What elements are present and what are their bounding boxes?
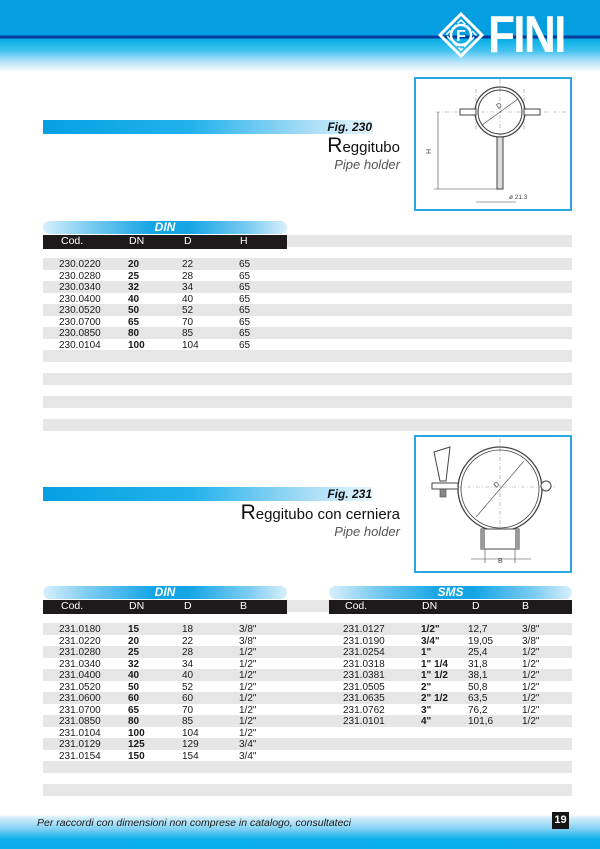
cell-b: 1/2" xyxy=(239,681,257,693)
cell-d: 52 xyxy=(182,305,194,316)
drawing-label-dia: ø 21.3 xyxy=(509,194,528,201)
footer-note: Per raccordi con dimensioni non comprese in catalogo, consultateci xyxy=(37,817,352,829)
fini-logo-mark-icon xyxy=(438,12,484,58)
fig-231-title xyxy=(241,502,400,526)
cell-cod: 231.0700 xyxy=(59,704,101,716)
cell-b: 1/2" xyxy=(239,670,257,681)
col-dn: DN xyxy=(422,600,438,612)
title-initial: R xyxy=(240,501,256,524)
cell-dn: 150 xyxy=(128,750,145,762)
cell-dn: 1/2" xyxy=(421,624,440,635)
cell-dn: 80 xyxy=(128,328,140,339)
col-dn: DN xyxy=(129,235,145,247)
row-stripe xyxy=(43,304,572,316)
cell-dn: 32 xyxy=(128,282,140,293)
cell-cod: 230.0850 xyxy=(59,328,101,339)
cell-d: 25,4 xyxy=(468,647,488,658)
row-stripe xyxy=(43,669,572,681)
cell-b: 3/4" xyxy=(239,739,257,750)
cell-d: 104 xyxy=(182,339,199,351)
cell-cod: 230.0220 xyxy=(59,259,101,270)
table-sms-231-title: SMS xyxy=(329,586,572,599)
cell-dn: 50 xyxy=(128,305,140,316)
cell-b: 1/2" xyxy=(522,693,540,704)
col-cod: Cod. xyxy=(61,600,84,612)
cell-d: 31,8 xyxy=(468,658,488,670)
table-din-230-header xyxy=(43,235,287,249)
cell-dn: 1" xyxy=(421,647,432,658)
cell-b: 3/4" xyxy=(239,750,257,762)
fig-230-bar xyxy=(43,120,373,134)
row-stripe xyxy=(43,692,572,704)
cell-d: 19,05 xyxy=(468,635,494,647)
cell-dn: 80 xyxy=(128,716,140,727)
cell-dn: 60 xyxy=(128,693,140,704)
cell-dn: 1" 1/4 xyxy=(421,658,448,670)
cell-d: 52 xyxy=(182,681,194,693)
cell-b: 1/2" xyxy=(522,716,540,727)
col-d: D xyxy=(184,600,192,612)
fig-231-label: Fig. 231 xyxy=(327,487,372,501)
logo-letter: F xyxy=(456,28,466,45)
cell-d: 76,2 xyxy=(468,704,488,716)
cell-cod: 231.0635 xyxy=(343,693,385,704)
row-stripe xyxy=(43,738,572,750)
row-stripe xyxy=(43,623,572,635)
cell-dn: 100 xyxy=(128,339,145,351)
cell-d: 50,8 xyxy=(468,681,488,693)
cell-dn: 3/4" xyxy=(421,635,440,647)
cell-d: 22 xyxy=(182,259,194,270)
cell-cod: 231.0381 xyxy=(343,670,385,681)
cell-d: 85 xyxy=(182,716,194,727)
cell-b: 1/2" xyxy=(522,681,540,693)
cell-dn: 25 xyxy=(128,647,140,658)
cell-dn: 20 xyxy=(128,635,140,647)
cell-cod: 231.0101 xyxy=(343,716,385,727)
cell-cod: 231.0127 xyxy=(343,624,385,635)
cell-dn: 25 xyxy=(128,270,140,282)
cell-h: 65 xyxy=(239,339,251,351)
cell-h: 65 xyxy=(239,259,251,270)
drawing-label-d: D xyxy=(492,480,502,490)
cell-h: 65 xyxy=(239,293,251,305)
cell-d: 28 xyxy=(182,647,194,658)
cell-cod: 230.0280 xyxy=(59,270,101,282)
table-din-231-header xyxy=(43,600,287,614)
col-h: H xyxy=(240,235,248,247)
drawing-label-d: D xyxy=(495,102,504,111)
col-cod: Cod. xyxy=(345,600,368,612)
cell-dn: 2" xyxy=(421,681,432,693)
cell-b: 3/8" xyxy=(239,624,257,635)
fig-230-subtitle: Pipe holder xyxy=(334,157,400,172)
drawing-label-b: B xyxy=(498,558,503,565)
cell-dn: 125 xyxy=(128,739,145,750)
cell-d: 18 xyxy=(182,624,194,635)
row-stripe xyxy=(43,350,572,362)
cell-h: 65 xyxy=(239,305,251,316)
col-dn: DN xyxy=(129,600,145,612)
row-stripe xyxy=(43,258,572,270)
cell-cod: 231.0104 xyxy=(59,727,101,739)
cell-cod: 231.0190 xyxy=(343,635,385,647)
cell-d: 60 xyxy=(182,693,194,704)
drawing-label-h: H xyxy=(426,148,433,154)
cell-b: 1/2" xyxy=(522,658,540,670)
cell-d: 101,6 xyxy=(468,716,494,727)
col-d: D xyxy=(472,600,480,612)
cell-dn: 20 xyxy=(128,259,140,270)
cell-cod: 231.0154 xyxy=(59,750,101,762)
cell-d: 129 xyxy=(182,739,199,750)
table-din-231-title: DIN xyxy=(43,586,287,599)
cell-b: 1/2" xyxy=(522,670,540,681)
cell-b: 3/8" xyxy=(522,624,540,635)
fig-230-drawing xyxy=(414,77,572,211)
cell-dn: 50 xyxy=(128,681,140,693)
cell-b: 1/2" xyxy=(239,658,257,670)
cell-dn: 40 xyxy=(128,670,140,681)
col-b: B xyxy=(240,600,248,612)
cell-b: 1/2" xyxy=(239,693,257,704)
row-stripe xyxy=(43,281,572,293)
cell-b: 1/2" xyxy=(239,727,257,739)
cell-d: 104 xyxy=(182,727,199,739)
title-rest: eggitubo xyxy=(342,139,400,156)
cell-dn: 3" xyxy=(421,704,432,716)
pipe-holder-drawing-icon xyxy=(416,79,570,209)
cell-d: 70 xyxy=(182,316,194,328)
cell-d: 70 xyxy=(182,704,194,716)
col-cod: Cod. xyxy=(61,235,84,247)
logo-wordmark: FINI xyxy=(488,6,565,64)
cell-cod: 231.0220 xyxy=(59,635,101,647)
cell-cod: 231.0520 xyxy=(59,681,101,693)
cell-b: 1/2" xyxy=(522,647,540,658)
row-stripe xyxy=(43,327,572,339)
row-stripe xyxy=(43,396,572,408)
cell-dn: 4" xyxy=(421,716,432,727)
cell-dn: 65 xyxy=(128,316,140,328)
cell-d: 34 xyxy=(182,658,194,670)
page-number: 19 xyxy=(552,812,569,829)
cell-cod: 230.0700 xyxy=(59,316,101,328)
cell-cod: 231.0762 xyxy=(343,704,385,716)
cell-d: 40 xyxy=(182,293,194,305)
cell-cod: 231.0129 xyxy=(59,739,101,750)
table-sms-231-header xyxy=(329,600,572,614)
fig-231-bar xyxy=(43,487,373,501)
cell-cod: 230.0520 xyxy=(59,305,101,316)
fig-231-subtitle: Pipe holder xyxy=(334,524,400,539)
cell-d: 34 xyxy=(182,282,194,293)
cell-h: 65 xyxy=(239,328,251,339)
cell-b: 3/8" xyxy=(239,635,257,647)
cell-dn: 15 xyxy=(128,624,140,635)
title-initial: R xyxy=(327,134,343,157)
col-b: B xyxy=(522,600,530,612)
cell-cod: 231.0850 xyxy=(59,716,101,727)
cell-dn: 1" 1/2 xyxy=(421,670,448,681)
fini-logo xyxy=(438,6,578,64)
fig-230-label: Fig. 230 xyxy=(327,120,372,134)
cell-d: 38,1 xyxy=(468,670,488,681)
cell-dn: 40 xyxy=(128,293,140,305)
cell-cod: 231.0180 xyxy=(59,624,101,635)
row-stripe xyxy=(43,373,572,385)
cell-cod: 231.0340 xyxy=(59,658,101,670)
cell-d: 28 xyxy=(182,270,194,282)
cell-dn: 2" 1/2 xyxy=(421,693,448,704)
cell-d: 40 xyxy=(182,670,194,681)
table-din-230-title: DIN xyxy=(43,221,287,234)
cell-dn: 100 xyxy=(128,727,145,739)
cell-b: 1/2" xyxy=(239,704,257,716)
cell-d: 85 xyxy=(182,328,194,339)
cell-d: 154 xyxy=(182,750,199,762)
hinged-pipe-holder-drawing-icon xyxy=(416,437,570,571)
cell-cod: 231.0318 xyxy=(343,658,385,670)
cell-h: 65 xyxy=(239,270,251,282)
cell-b: 1/2" xyxy=(239,716,257,727)
cell-cod: 231.0505 xyxy=(343,681,385,693)
fig-231-drawing xyxy=(414,435,572,573)
row-stripe xyxy=(43,419,572,431)
cell-h: 65 xyxy=(239,282,251,293)
cell-cod: 231.0400 xyxy=(59,670,101,681)
row-stripe xyxy=(43,646,572,658)
cell-cod: 231.0254 xyxy=(343,647,385,658)
cell-cod: 230.0340 xyxy=(59,282,101,293)
cell-b: 3/8" xyxy=(522,635,540,647)
cell-d: 12,7 xyxy=(468,624,488,635)
cell-d: 63,5 xyxy=(468,693,488,704)
row-stripe xyxy=(43,761,572,773)
cell-dn: 65 xyxy=(128,704,140,716)
title-rest: eggitubo con cerniera xyxy=(255,506,400,523)
col-d: D xyxy=(184,235,192,247)
cell-h: 65 xyxy=(239,316,251,328)
row-stripe xyxy=(43,784,572,796)
cell-b: 1/2" xyxy=(522,704,540,716)
cell-cod: 230.0400 xyxy=(59,293,101,305)
cell-cod: 230.0104 xyxy=(59,339,101,351)
cell-cod: 231.0280 xyxy=(59,647,101,658)
cell-cod: 231.0600 xyxy=(59,693,101,704)
fig-230-title xyxy=(327,135,400,159)
cell-b: 1/2" xyxy=(239,647,257,658)
cell-d: 22 xyxy=(182,635,194,647)
cell-dn: 32 xyxy=(128,658,140,670)
